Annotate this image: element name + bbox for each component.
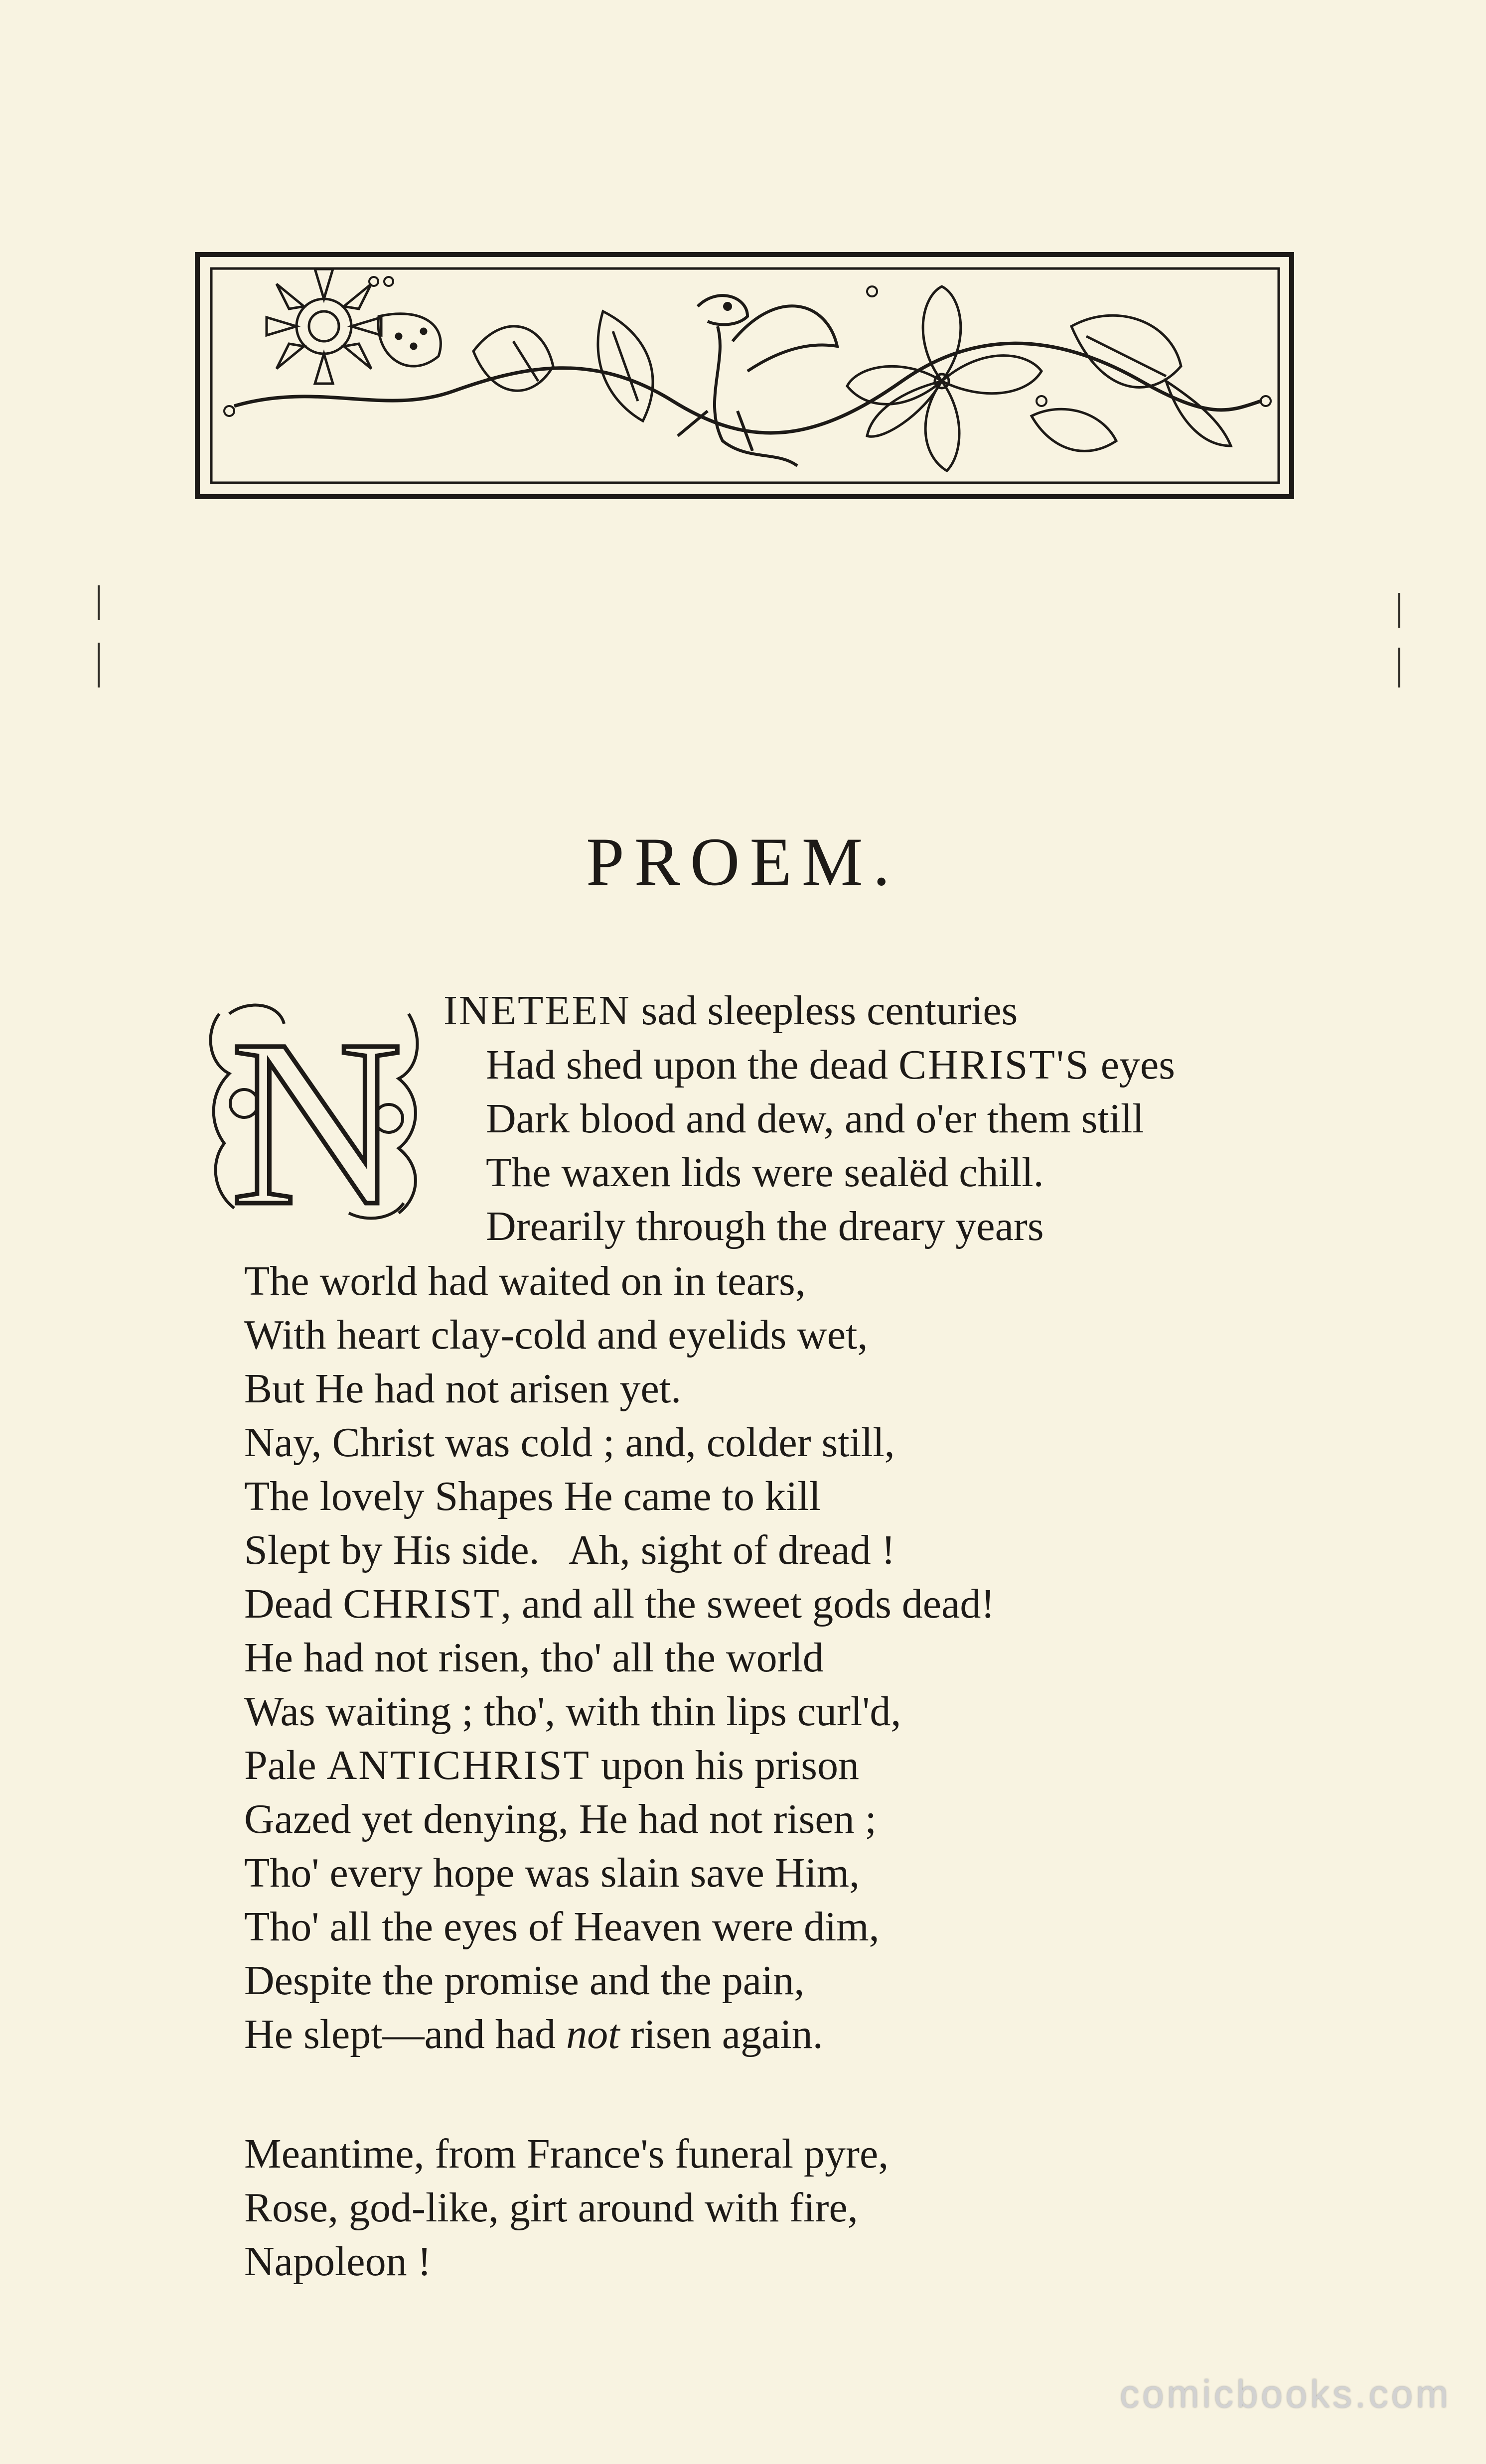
poem-line: Despite the promise and the pain, bbox=[244, 1957, 805, 2004]
poem-line: Meantime, from France's funeral pyre, bbox=[244, 2131, 889, 2177]
poem-line: Tho' all the eyes of Heaven were dim, bbox=[244, 1904, 880, 1950]
poem-line: The lovely Shapes He came to kill bbox=[244, 1473, 821, 1519]
line-text: upon his prison bbox=[590, 1742, 859, 1788]
smallcaps-word: CHRIST'S bbox=[898, 1042, 1090, 1088]
poem-line bbox=[444, 984, 1018, 1038]
line-text: He slept—and had bbox=[244, 2011, 567, 2057]
smallcaps-word: CHRIST bbox=[343, 1581, 501, 1627]
right-margin-rule bbox=[1398, 593, 1400, 628]
poem-line bbox=[244, 1577, 995, 1631]
poem-line: The world had waited on in tears, bbox=[244, 1258, 806, 1304]
poem-line: Was waiting ; tho', with thin lips curl'd, bbox=[244, 1688, 901, 1735]
poem-line: Gazed yet denying, He had not risen ; bbox=[244, 1796, 877, 1842]
poem-line: Nay, Christ was cold ; and, colder still, bbox=[244, 1419, 895, 1466]
line-text: eyes bbox=[1090, 1042, 1175, 1088]
poem-line: Napoleon ! bbox=[244, 2238, 432, 2285]
dropcap-letter: N bbox=[230, 994, 403, 1228]
line-text: , and all the sweet gods dead! bbox=[500, 1581, 995, 1627]
poem-line bbox=[486, 1038, 1175, 1092]
line-text: risen again. bbox=[619, 2011, 823, 2057]
left-margin-rule bbox=[98, 585, 100, 620]
right-margin-rule bbox=[1398, 648, 1400, 687]
line-text: Pale bbox=[244, 1742, 327, 1788]
floral-ornament-icon bbox=[194, 252, 1296, 501]
poem-line: Dark blood and dew, and o'er them still bbox=[486, 1095, 1144, 1142]
ornamental-headpiece bbox=[194, 252, 1296, 501]
poem-line: Rose, god-like, girt around with fire, bbox=[244, 2185, 858, 2231]
poem-line bbox=[244, 1739, 859, 1792]
poem-line: Drearily through the dreary years bbox=[486, 1203, 1044, 1249]
poem-line: Slept by His side. Ah, sight of dread ! bbox=[244, 1527, 895, 1573]
poem-line: The waxen lids were sealëd chill. bbox=[486, 1149, 1044, 1196]
italic-word: not bbox=[566, 2011, 620, 2057]
poem-line: But He had not arisen yet. bbox=[244, 1366, 682, 1412]
line-text: Had shed upon the dead bbox=[486, 1042, 899, 1088]
poem-line: Tho' every hope was slain save Him, bbox=[244, 1850, 860, 1896]
poem-line: With heart clay-cold and eyelids wet, bbox=[244, 1312, 868, 1358]
line-text: Dead bbox=[244, 1581, 343, 1627]
poem-line: He had not risen, tho' all the world bbox=[244, 1635, 824, 1681]
line-text: sad sleepless centuries bbox=[630, 987, 1018, 1034]
smallcaps-word: INETEEN bbox=[444, 987, 631, 1034]
left-margin-rule bbox=[98, 643, 100, 687]
poem-line bbox=[244, 2008, 823, 2061]
page-title: PROEM. bbox=[586, 823, 900, 900]
decorated-dropcap bbox=[199, 994, 434, 1228]
smallcaps-word: ANTICHRIST bbox=[326, 1742, 591, 1788]
watermark: comicbooks.com bbox=[1120, 2372, 1451, 2416]
